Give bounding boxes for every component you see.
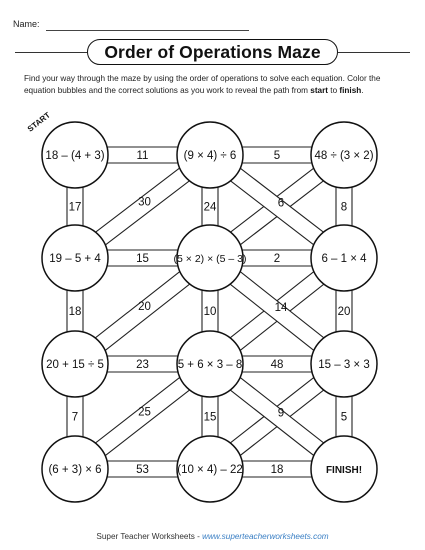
path-label-h-r3-c1[interactable]: 23: [136, 359, 149, 371]
name-label: Name:: [13, 19, 40, 29]
equation-bubble[interactable]: [42, 331, 108, 397]
equation-text: 48 ÷ (3 × 2): [314, 150, 374, 162]
path-label-v-r3-c3[interactable]: 5: [340, 411, 348, 424]
equation-text: (5 × 2) × (5 – 3): [173, 253, 247, 265]
equation-text: 5 + 6 × 3 – 8: [177, 359, 243, 371]
path-label-v-r1-c2[interactable]: 24: [203, 201, 217, 214]
instructions-period: .: [361, 86, 364, 96]
instructions-text-to: to: [328, 86, 340, 96]
path-label-d-r2-right[interactable]: 14: [274, 302, 288, 314]
equation-text: 6 – 1 × 4: [321, 253, 367, 265]
path-label-h-r1-c1[interactable]: 11: [136, 150, 149, 162]
path-label-v-r1-c3[interactable]: 8: [340, 201, 348, 214]
start-label: START: [25, 110, 52, 134]
equation-bubble[interactable]: [311, 436, 377, 502]
instructions-text: Find your way through the maze by using the order of operations to solve each equation. Color the equation bubbles and the correct solutions as you work to reveal the path from: [24, 74, 381, 96]
equation-text: 15 – 3 × 3: [318, 359, 370, 371]
equation-text: 19 – 5 + 4: [49, 253, 101, 265]
path-label-v-r3-c1[interactable]: 7: [71, 411, 79, 424]
path-label-v-r2-c3[interactable]: 20: [337, 306, 351, 318]
instructions-start-word: start: [310, 86, 329, 96]
path-label-h-r4-c1[interactable]: 53: [136, 464, 149, 476]
equation-text: (6 + 3) × 6: [48, 464, 102, 476]
path-label-d-r1-right[interactable]: 6: [277, 197, 285, 210]
equation-bubble[interactable]: [42, 436, 108, 502]
equation-bubble[interactable]: [42, 225, 108, 291]
instructions-finish-word: finish: [339, 86, 362, 96]
path-label-d-r3-left[interactable]: 25: [138, 406, 151, 419]
footer-brand: Super Teacher Worksheets -: [96, 532, 203, 541]
equation-text: (10 × 4) – 22: [177, 464, 243, 476]
footer-url[interactable]: www.superteacherworksheets.com: [202, 532, 329, 541]
finish-label: FINISH!: [325, 465, 363, 476]
equation-bubble[interactable]: [177, 331, 243, 397]
path-label-h-r2-c1[interactable]: 15: [136, 253, 149, 265]
path-label-d-r3-right[interactable]: 9: [277, 407, 285, 420]
path-label-h-r2-c2[interactable]: 2: [273, 253, 281, 265]
path-label-v-r3-c2[interactable]: 15: [203, 411, 217, 424]
equation-text: 20 + 15 ÷ 5: [46, 359, 104, 371]
equation-bubble[interactable]: [42, 122, 108, 188]
equation-bubble[interactable]: [311, 122, 377, 188]
equation-bubble[interactable]: [177, 122, 243, 188]
equation-text: (9 × 4) ÷ 6: [183, 150, 237, 162]
path-label-h-r3-c2[interactable]: 48: [270, 359, 284, 371]
path-label-v-r1-c1[interactable]: 17: [68, 201, 82, 214]
title-text: Order of Operations Maze: [104, 41, 321, 62]
path-label-h-r1-c2[interactable]: 5: [273, 150, 281, 162]
footer: [0, 532, 425, 541]
path-label-d-r2-left[interactable]: 20: [138, 301, 151, 313]
equation-bubble[interactable]: [177, 436, 243, 502]
equation-bubble[interactable]: [311, 225, 377, 291]
equation-text: 18 – (4 + 3): [45, 150, 105, 162]
path-label-v-r2-c1[interactable]: 18: [68, 306, 82, 318]
equation-bubble[interactable]: [311, 331, 377, 397]
path-label-v-r2-c2[interactable]: 10: [203, 306, 217, 318]
path-label-h-r4-c2[interactable]: 18: [270, 464, 284, 476]
path-label-d-r1-left[interactable]: 30: [138, 196, 151, 209]
